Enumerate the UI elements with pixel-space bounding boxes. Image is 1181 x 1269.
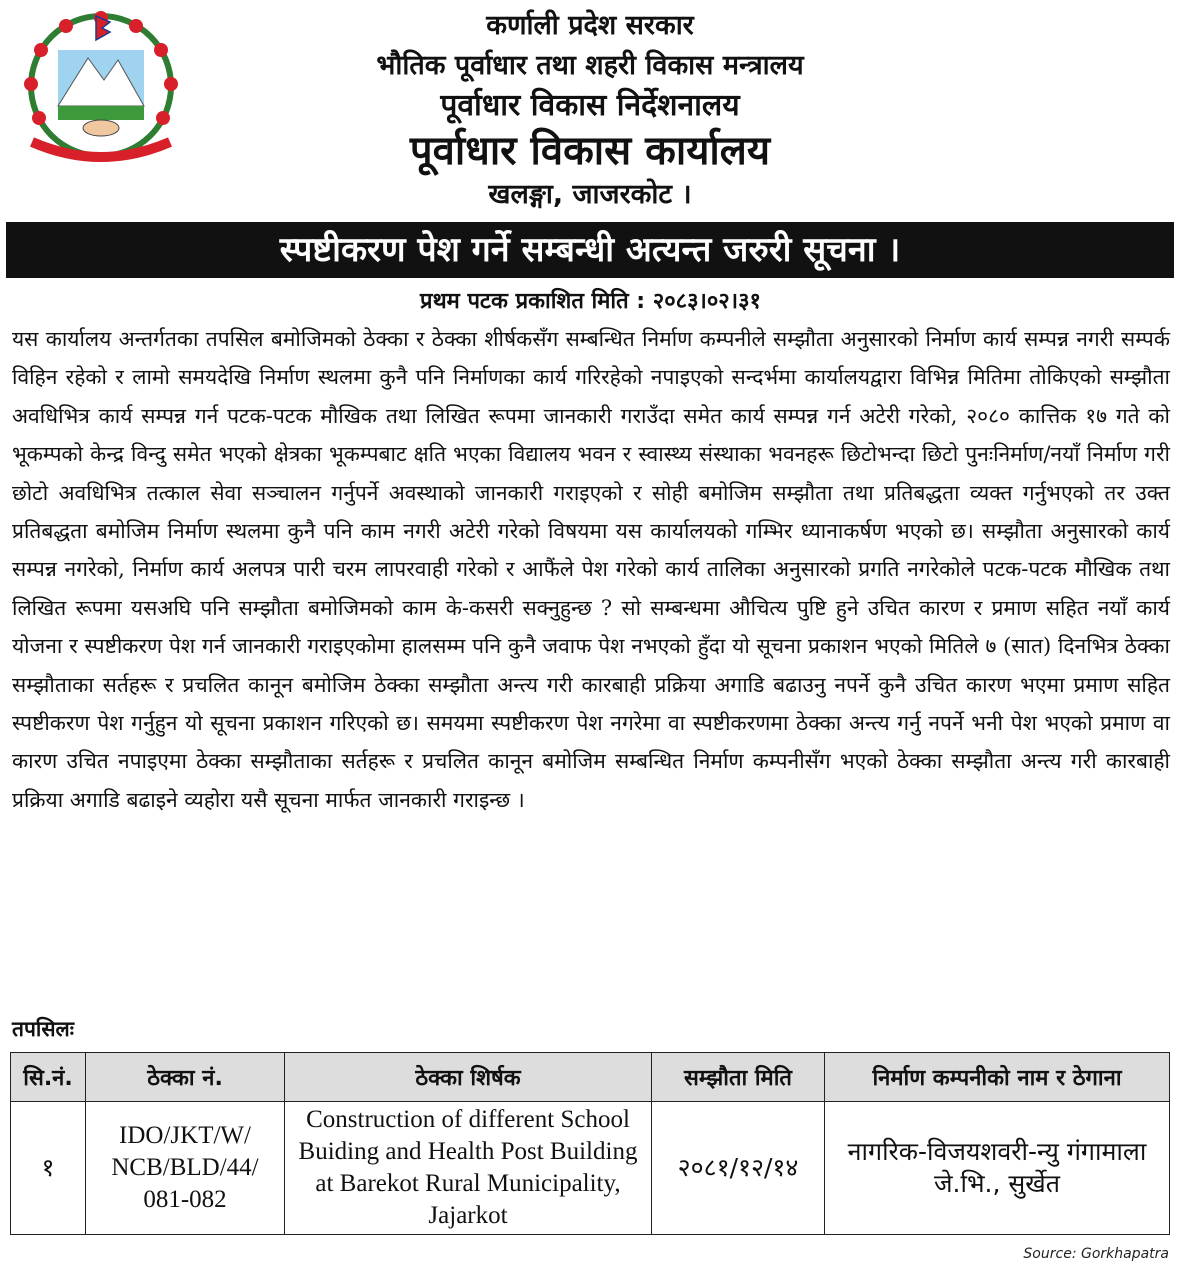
office-name: पूर्वाधार विकास कार्यालय xyxy=(409,128,771,174)
header-agreement-date: सम्झौता मिति xyxy=(652,1053,825,1102)
cell-company: नागरिक-विजयशवरी-न्यु गंगामाला जे.भि., सुर्खेत xyxy=(825,1102,1170,1235)
nepal-emblem-logo xyxy=(18,10,184,168)
header-sn: सि.नं. xyxy=(11,1053,86,1102)
cell-contract-title: Construction of different School Buiding and Health Post Building at Barekot Rural Municipality, Jajarkot xyxy=(285,1102,652,1235)
source-credit: Source: Gorkhapatra xyxy=(1023,1246,1169,1262)
table-row xyxy=(11,1102,1170,1235)
header-contract-no: ठेक्का नं. xyxy=(86,1053,285,1102)
cell-sn: १ xyxy=(11,1102,86,1235)
header-contract-title: ठेक्का शिर्षक xyxy=(285,1053,652,1102)
notice-header xyxy=(0,0,1181,222)
tapasil-label: तपसिलः xyxy=(12,1017,75,1041)
cell-agreement-date: २०८१/१२/१४ xyxy=(652,1102,825,1235)
notice-title-banner: स्पष्टीकरण पेश गर्ने सम्बन्धी अत्यन्त जरुरी सूचना । xyxy=(6,222,1174,278)
province-government: कर्णाली प्रदेश सरकार xyxy=(486,10,694,41)
published-date: प्रथम पटक प्रकाशित मिति : २०८३।०२।३१ xyxy=(420,289,761,314)
ministry-name: भौतिक पूर्वाधार तथा शहरी विकास मन्त्रालय xyxy=(376,50,804,81)
header-company: निर्माण कम्पनीको नाम र ठेगाना xyxy=(825,1053,1170,1102)
directorate-name: पूर्वाधार विकास निर्देशनालय xyxy=(440,88,740,123)
table-header-row xyxy=(11,1053,1170,1102)
cell-contract-no: IDO/JKT/W/ NCB/BLD/44/ 081-082 xyxy=(86,1102,285,1235)
notice-body: यस कार्यालय अन्तर्गतका तपसिल बमोजिमको ठेक्का र ठेक्का शीर्षकसँग सम्बन्धित निर्माण कम्पनीले सम्झौता अनुसारको निर्माण कार्य सम्पन्न नगरी सम्पर्क विहिन रहेको र लामो समयदेखि निर्माण स्थलमा कुनै पनि निर्माणका कार्य गरिरहेको नपाइएको सन्दर्भमा कार्यालयद्वारा विभिन्न मितिमा तोकिएको सम्झौता अवधिभित्र कार्य सम्पन्न गर्न पटक-पटक मौखिक तथा लिखित रूपमा जानकारी गराउँदा समेत कार्य सम्पन्न गर्न अटेरी गरेको, २०८० कात्तिक १७ गते को भूकम्पको केन्द्र विन्दु समेत भएको क्षेत्रका भूकम्पबाट क्षति भएका विद्यालय भवन र स्वास्थ्य संस्थाका भवनहरू छिटोभन्दा छिटो पुनःनिर्माण/नयाँ निर्माण गरी छोटो अवधिभित्र तत्काल सेवा सञ्चालन गर्नुपर्ने अवस्थाको जानकारी गराइएको र सोही बमोजिम सम्झौता तथा प्रतिबद्धता व्यक्त गर्नुभएको तर उक्त प्रतिबद्धता बमोजिम निर्माण स्थलमा कुनै पनि काम नगरी अटेरी गरेको विषयमा यस कार्यालयको गम्भिर ध्यानाकर्षण भएको छ। सम्झौता अनुसारको कार्य सम्पन्न नगरेको, निर्माण कार्य अलपत्र पारी चरम लापरवाही गरेको र आफैंले पेश गरेको कार्य तालिका अनुसारको प्रगति नगरेकोले पटक-पटक मौखिक तथा लिखित रूपमा यसअघि पनि सम्झौता बमोजिमको काम के-कसरी सक्नुहुन्छ ? सो सम्बन्धमा औचित्य पुष्टि हुने उचित कारण र प्रमाण सहित नयाँ कार्य योजना र स्पष्टीकरण पेश गर्न जानकारी गराइएकोमा हालसम्म पनि कुनै जवाफ पेश नभएको हुँदा यो सूचना प्रकाशन भएको मितिले ७ (सात) दिनभित्र ठेक्का सम्झौताका सर्तहरू र प्रचलित कानून बमोजिम ठेक्का सम्झौता अन्त्य गरी कारबाही प्रक्रिया अगाडि बढाउनु नपर्ने कुनै उचित कारण भएमा प्रमाण सहित स्पष्टीकरण पेश गर्नुहुन यो सूचना प्रकाशन गरिएको छ। समयमा स्पष्टीकरण पेश नगरेमा वा स्पष्टीकरणमा ठेक्का अन्त्य गर्नु नपर्ने भनी पेश भएको प्रमाण वा कारण उचित नपाइएमा ठेक्का सम्झौताका सर्तहरू र प्रचलित कानून बमोजिम सम्बन्धित निर्माण कम्पनीसँग भएको ठेक्का सम्झौता अन्त्य गरी कारबाही प्रक्रिया अगाडि बढाइने व्यहोरा यसै सूचना मार्फत जानकारी गराइन्छ । xyxy=(12,327,1170,812)
office-address: खलङ्गा, जाजरकोट । xyxy=(488,179,692,210)
contract-table xyxy=(10,1052,1170,1235)
